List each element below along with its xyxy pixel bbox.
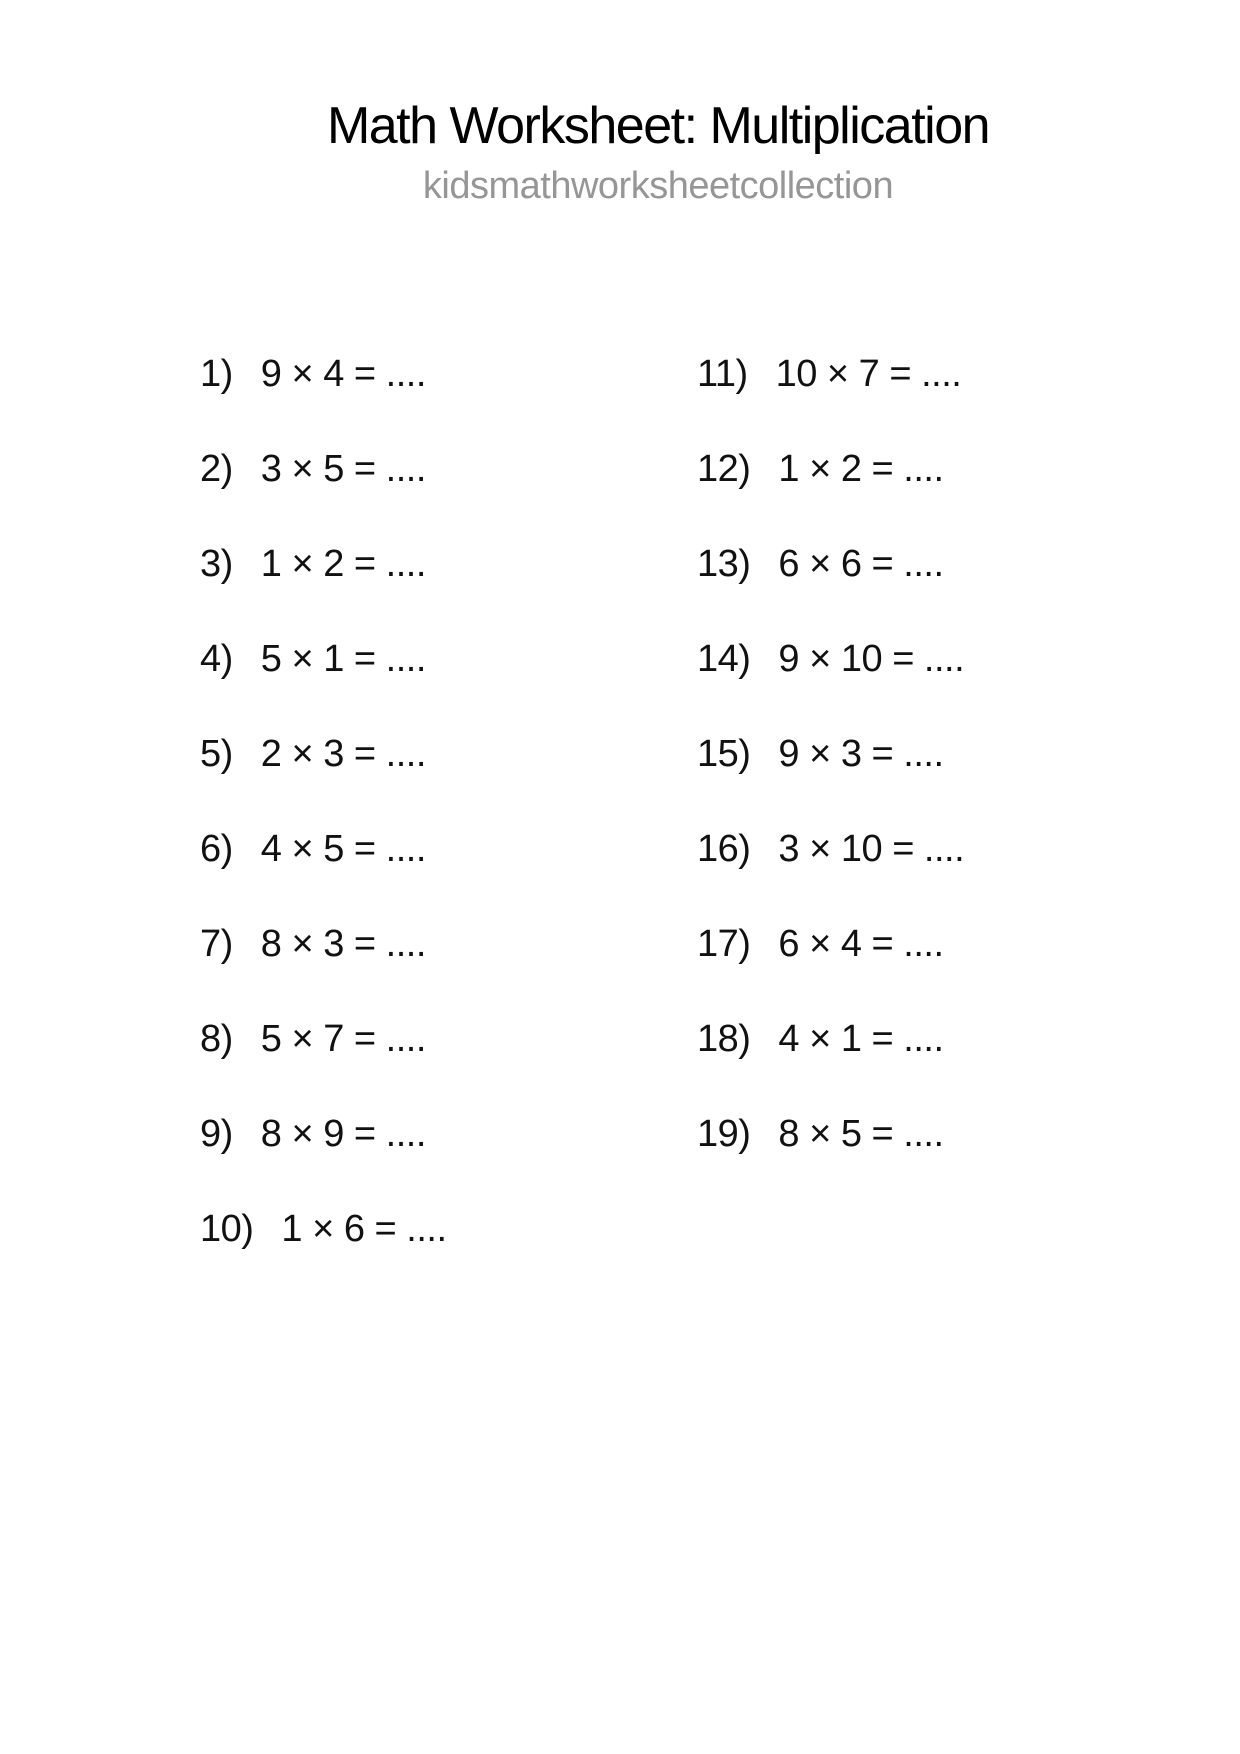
problems-right-column (697, 352, 964, 1207)
problem-row-2 (200, 447, 447, 542)
problem-expression: 8 × 5 = .... (778, 1113, 944, 1155)
problem-row-5 (200, 732, 447, 827)
problem-row-1 (200, 352, 447, 447)
problem-number: 3) (200, 543, 233, 585)
problem-row-10 (200, 1207, 447, 1302)
problem-number: 10) (200, 1208, 254, 1250)
problems-left-column (200, 352, 447, 1302)
problem-row-12 (697, 447, 964, 542)
problem-row-18 (697, 1017, 964, 1112)
problem-expression: 6 × 6 = .... (778, 543, 944, 585)
problem-expression: 9 × 3 = .... (778, 733, 944, 775)
problem-number: 19) (697, 1113, 751, 1155)
problem-expression: 5 × 1 = .... (260, 638, 426, 680)
problem-row-16 (697, 827, 964, 922)
problem-number: 15) (697, 733, 751, 775)
problem-expression: 10 × 7 = .... (775, 353, 962, 395)
problem-expression: 8 × 3 = .... (260, 923, 426, 965)
problem-number: 18) (697, 1018, 751, 1060)
problem-expression: 5 × 7 = .... (260, 1018, 426, 1060)
problem-row-19 (697, 1112, 964, 1207)
problem-number: 6) (200, 828, 233, 870)
problem-row-14 (697, 637, 964, 732)
problem-number: 11) (697, 353, 748, 395)
problem-expression: 1 × 2 = .... (260, 543, 426, 585)
problem-row-8 (200, 1017, 447, 1112)
problem-expression: 2 × 3 = .... (260, 733, 426, 775)
problem-expression: 8 × 9 = .... (260, 1113, 426, 1155)
problem-row-15 (697, 732, 964, 827)
problem-expression: 4 × 1 = .... (778, 1018, 944, 1060)
problem-expression: 3 × 5 = .... (260, 448, 426, 490)
problem-number: 14) (697, 638, 751, 680)
page-subtitle: kidsmathworksheetcollection (422, 165, 894, 207)
problem-number: 16) (697, 828, 751, 870)
problem-expression: 4 × 5 = .... (260, 828, 426, 870)
page-title: Math Worksheet: Multiplication (326, 97, 990, 155)
problem-row-7 (200, 922, 447, 1017)
problem-number: 4) (200, 638, 233, 680)
problem-row-6 (200, 827, 447, 922)
problem-row-4 (200, 637, 447, 732)
problem-number: 8) (200, 1018, 233, 1060)
problem-expression: 9 × 4 = .... (260, 353, 426, 395)
problem-expression: 6 × 4 = .... (778, 923, 944, 965)
problem-number: 12) (697, 448, 751, 490)
problem-number: 1) (200, 353, 233, 395)
problem-row-3 (200, 542, 447, 637)
problem-expression: 1 × 2 = .... (778, 448, 944, 490)
problem-number: 17) (697, 923, 751, 965)
problem-expression: 9 × 10 = .... (778, 638, 965, 680)
problem-number: 5) (200, 733, 233, 775)
problem-expression: 3 × 10 = .... (778, 828, 965, 870)
problem-number: 7) (200, 923, 233, 965)
problem-number: 2) (200, 448, 233, 490)
problem-row-9 (200, 1112, 447, 1207)
problem-row-17 (697, 922, 964, 1017)
problem-number: 9) (200, 1113, 233, 1155)
problem-expression: 1 × 6 = .... (281, 1208, 447, 1250)
problem-number: 13) (697, 543, 751, 585)
problem-row-11 (697, 352, 964, 447)
problem-row-13 (697, 542, 964, 637)
